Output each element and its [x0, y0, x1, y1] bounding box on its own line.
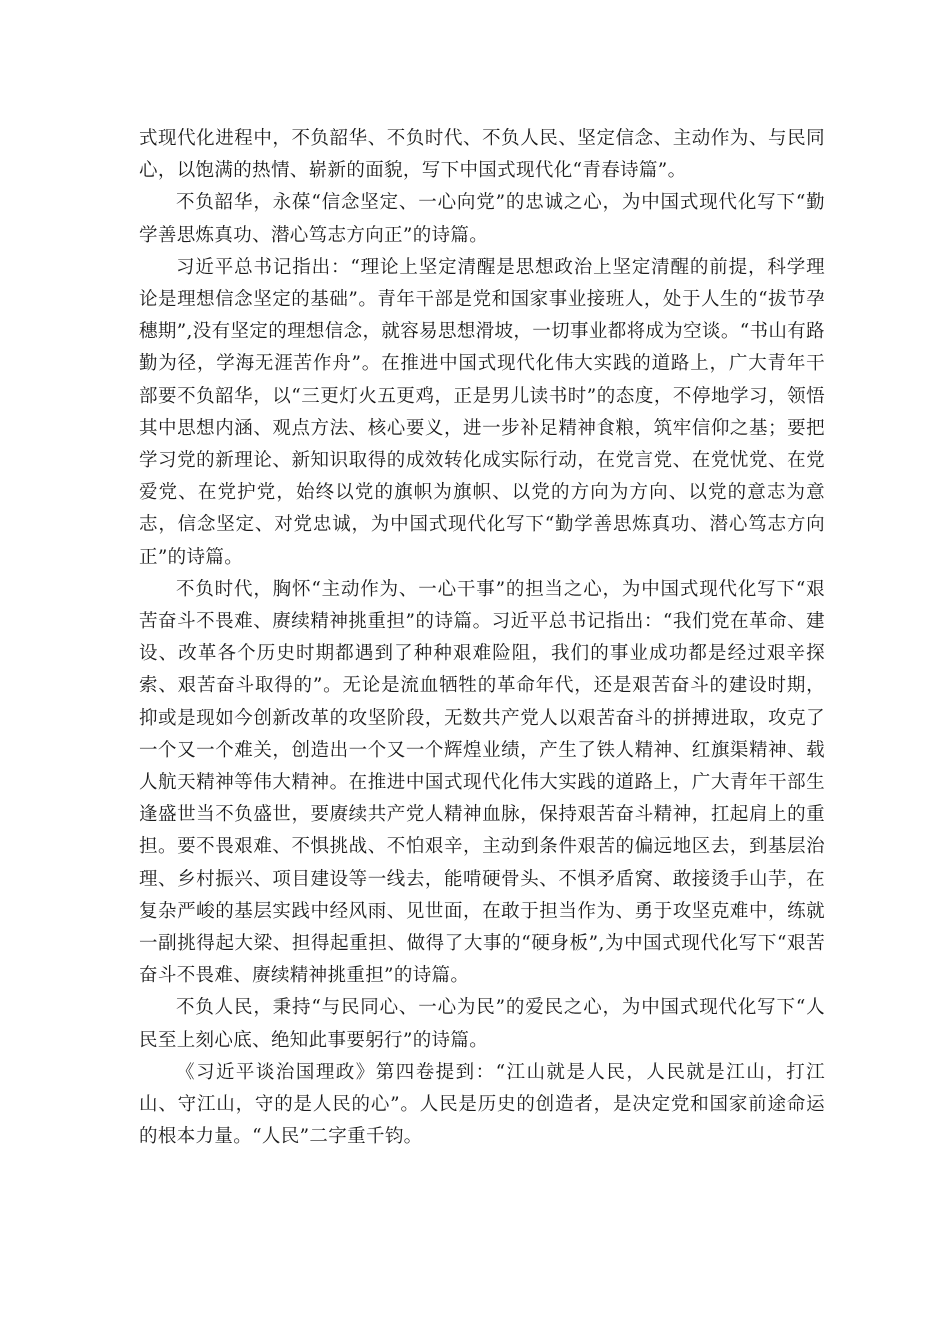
paragraph-1: 式现代化进程中，不负韶华、不负时代、不负人民、坚定信念、主动作为、与民同心，以饱满的热情、崭新的面貌，写下中国式现代化“青春诗篇”。 — [139, 128, 825, 182]
paragraph-6: 《习近平谈治国理政》第四卷提到：“江山就是人民，人民就是江山，打江山、守江山，守的是人民的心”。人民是历史的创造者，是决定党和国家前途命运的根本力量。“人民”二字重千钧。 — [139, 1061, 825, 1148]
body-text — [139, 123, 825, 1154]
paragraph-5: 不负人民，秉持“与民同心、一心为民”的爱民之心，为中国式现代化写下“人民至上刻心底、绝知此事要躬行”的诗篇。 — [139, 997, 825, 1051]
paragraph-4: 不负时代，胸怀“主动作为、一心干事”的担当之心，为中国式现代化写下“艰苦奋斗不畏难、赓续精神挑重担”的诗篇。习近平总书记指出：“我们党在革命、建设、改革各个历史时期都遇到了种种艰难险阻，我们的事业成功都是经过艰辛探索、艰苦奋斗取得的”。无论是流血牺牲的革命年代，还是艰苦奋斗的建设时期，抑或是现如今创新改革的攻坚阶段，无数共产党人以艰苦奋斗的拼搏进取，攻克了一个又一个难关，创造出一个又一个辉煌业绩，产生了铁人精神、红旗渠精神、载人航天精神等伟大精神。在推进中国式现代化伟大实践的道路上，广大青年干部生逢盛世当不负盛世，要赓续共产党人精神血脉，保持艰苦奋斗精神，扛起肩上的重担。要不畏艰难、不惧挑战、不怕艰辛，主动到条件艰苦的偏远地区去，到基层治理、乡村振兴、项目建设等一线去，能啃硬骨头、不惧矛盾窝、敢接烫手山芋，在复杂严峻的基层实践中经风雨、见世面，在敢于担当作为、勇于攻坚克难中，练就一副挑得起大梁、担得起重担、做得了大事的“硬身板”,为中国式现代化写下“艰苦奋斗不畏难、赓续精神挑重担”的诗篇。 — [139, 578, 825, 987]
paragraph-2: 不负韶华，永葆“信念坚定、一心向党”的忠诚之心，为中国式现代化写下“勤学善思炼真功、潜心笃志方向正”的诗篇。 — [139, 192, 825, 246]
paragraph-3: 习近平总书记指出：“理论上坚定清醒是思想政治上坚定清醒的前提，科学理论是理想信念坚定的基础”。青年干部是党和国家事业接班人，处于人生的“拔节孕穗期”,没有坚定的理想信念，就容易思想滑坡，一切事业都将成为空谈。“书山有路勤为径，学海无涯苦作舟”。在推进中国式现代化伟大实践的道路上，广大青年干部要不负韶华，以“三更灯火五更鸡，正是男儿读书时”的态度，不停地学习，领悟其中思想内涵、观点方法、核心要义，进一步补足精神食粮，筑牢信仰之基；要把学习党的新理论、新知识取得的成效转化成实际行动，在党言党、在党忧党、在党爱党、在党护党，始终以党的旗帜为旗帜、以党的方向为方向、以党的意志为意志，信念坚定、对党忠诚，为中国式现代化写下“勤学善思炼真功、潜心笃志方向正”的诗篇。 — [139, 256, 825, 568]
